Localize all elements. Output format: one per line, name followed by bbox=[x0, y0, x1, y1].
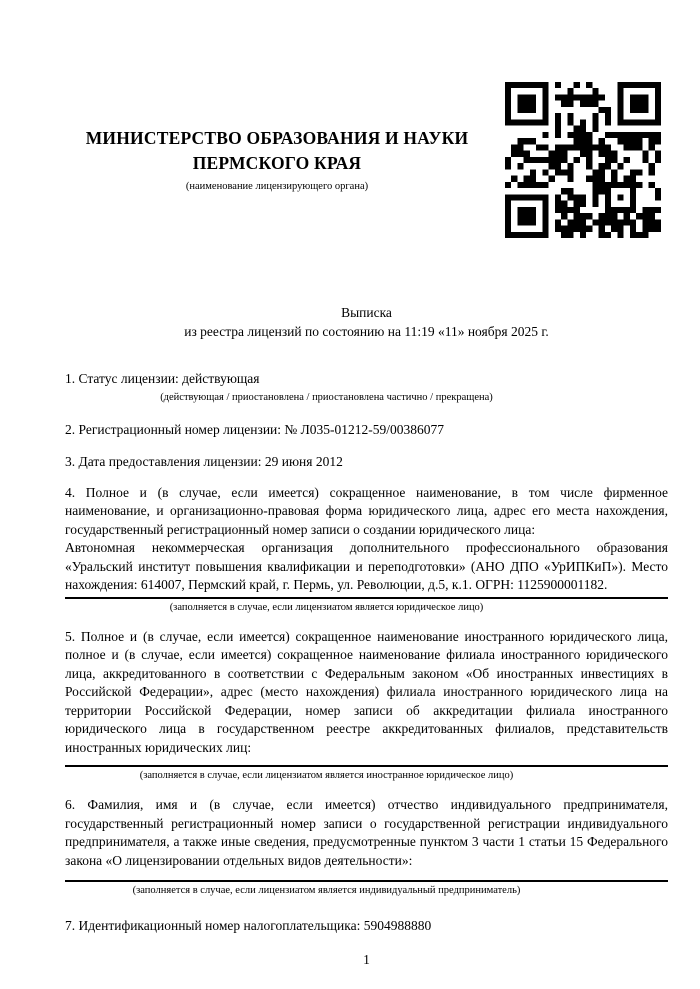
ministry-caption: (наименование лицензирующего органа) bbox=[185, 181, 369, 192]
fill-in-line-item-4 bbox=[65, 597, 668, 599]
fill-in-line-item-5 bbox=[65, 765, 668, 767]
ministry-name-line2: ПЕРМСКОГО КРАЯ bbox=[192, 153, 362, 173]
item-4-legal-entity-value: Автономная некоммерческая организация дополнительного профессионального образования «Уральский институт повышения квалификации и переподготовки» (АНО ДПО «УрИПКиП»). Место нахождения: 614007, Пермский край, г. Пермь, ул. Революции, д.5, к.1. ОГРН: 1125900001182. bbox=[65, 540, 668, 592]
document-title bbox=[65, 304, 668, 341]
ministry-name-line1: МИНИСТЕРСТВО ОБРАЗОВАНИЯ И НАУКИ bbox=[85, 128, 469, 148]
item-6-entrepreneur-label: 6. Фамилия, имя и (в случае, если имеется) отчество индивидуального предпринимателя, государственный регистрационный номер записи о государственной регистрации индивидуального предпринимателя, а также иные сведения, предусмотренные пунктом 3 части 1 статьи 15 Федерального закона «О лицензировании отдельных видов деятельности»: bbox=[65, 797, 668, 868]
title-line1: Выписка bbox=[341, 305, 392, 320]
item-2-registration-number: 2. Регистрационный номер лицензии: № Л035-01212-59/00386077 bbox=[65, 421, 445, 437]
item-1-caption: (действующая / приостановлена / приостановлена частично / прекращена) bbox=[160, 391, 493, 403]
fill-in-line-item-6 bbox=[65, 880, 668, 882]
item-1-license-status: 1. Статус лицензии: действующая bbox=[65, 371, 260, 386]
item-5-foreign-entity-label: 5. Полное и (в случае, если имеется) сокращенное наименование иностранного юридического лица, полное и (в случае, если имеется) сокращенное наименование филиала иностранного юридического лица, аккредитованного в соответствии с Федеральным законом «Об иностранных инвестициях в Российской Федерации», адрес (место нахождения) филиала иностранного юридического лица на территории Российской Федерации, номер записи об аккредитации филиала иностранного юридического лица в государственном реестре аккредитованных филиалов, представительств иностранных юридических лиц: bbox=[65, 628, 668, 755]
document-body bbox=[65, 0, 668, 969]
page-number: 1 bbox=[363, 951, 370, 967]
item-3-license-date: 3. Дата предоставления лицензии: 29 июня 2012 bbox=[65, 454, 343, 469]
item-4-legal-entity-label: 4. Полное и (в случае, если имеется) сокращенное наименование, в том числе фирменное наименование, и организационно-правовая форма юридического лица, адрес его места нахождения, государственный регистрационный номер записи о создании юридического лица: bbox=[65, 484, 668, 537]
item-5-caption: (заполняется в случае, если лицензиатом является иностранное юридическое лицо) bbox=[139, 770, 514, 781]
item-6-caption: (заполняется в случае, если лицензиатом является индивидуальный предприниматель) bbox=[132, 885, 521, 896]
item-4-caption: (заполняется в случае, если лицензиатом является юридическое лицо) bbox=[169, 601, 484, 613]
title-line2: из реестра лицензий по состоянию на 11:19 «11» ноября 2025 г. bbox=[184, 323, 549, 339]
item-7-taxpayer-id: 7. Идентификационный номер налогоплательщика: 5904988880 bbox=[65, 918, 432, 933]
